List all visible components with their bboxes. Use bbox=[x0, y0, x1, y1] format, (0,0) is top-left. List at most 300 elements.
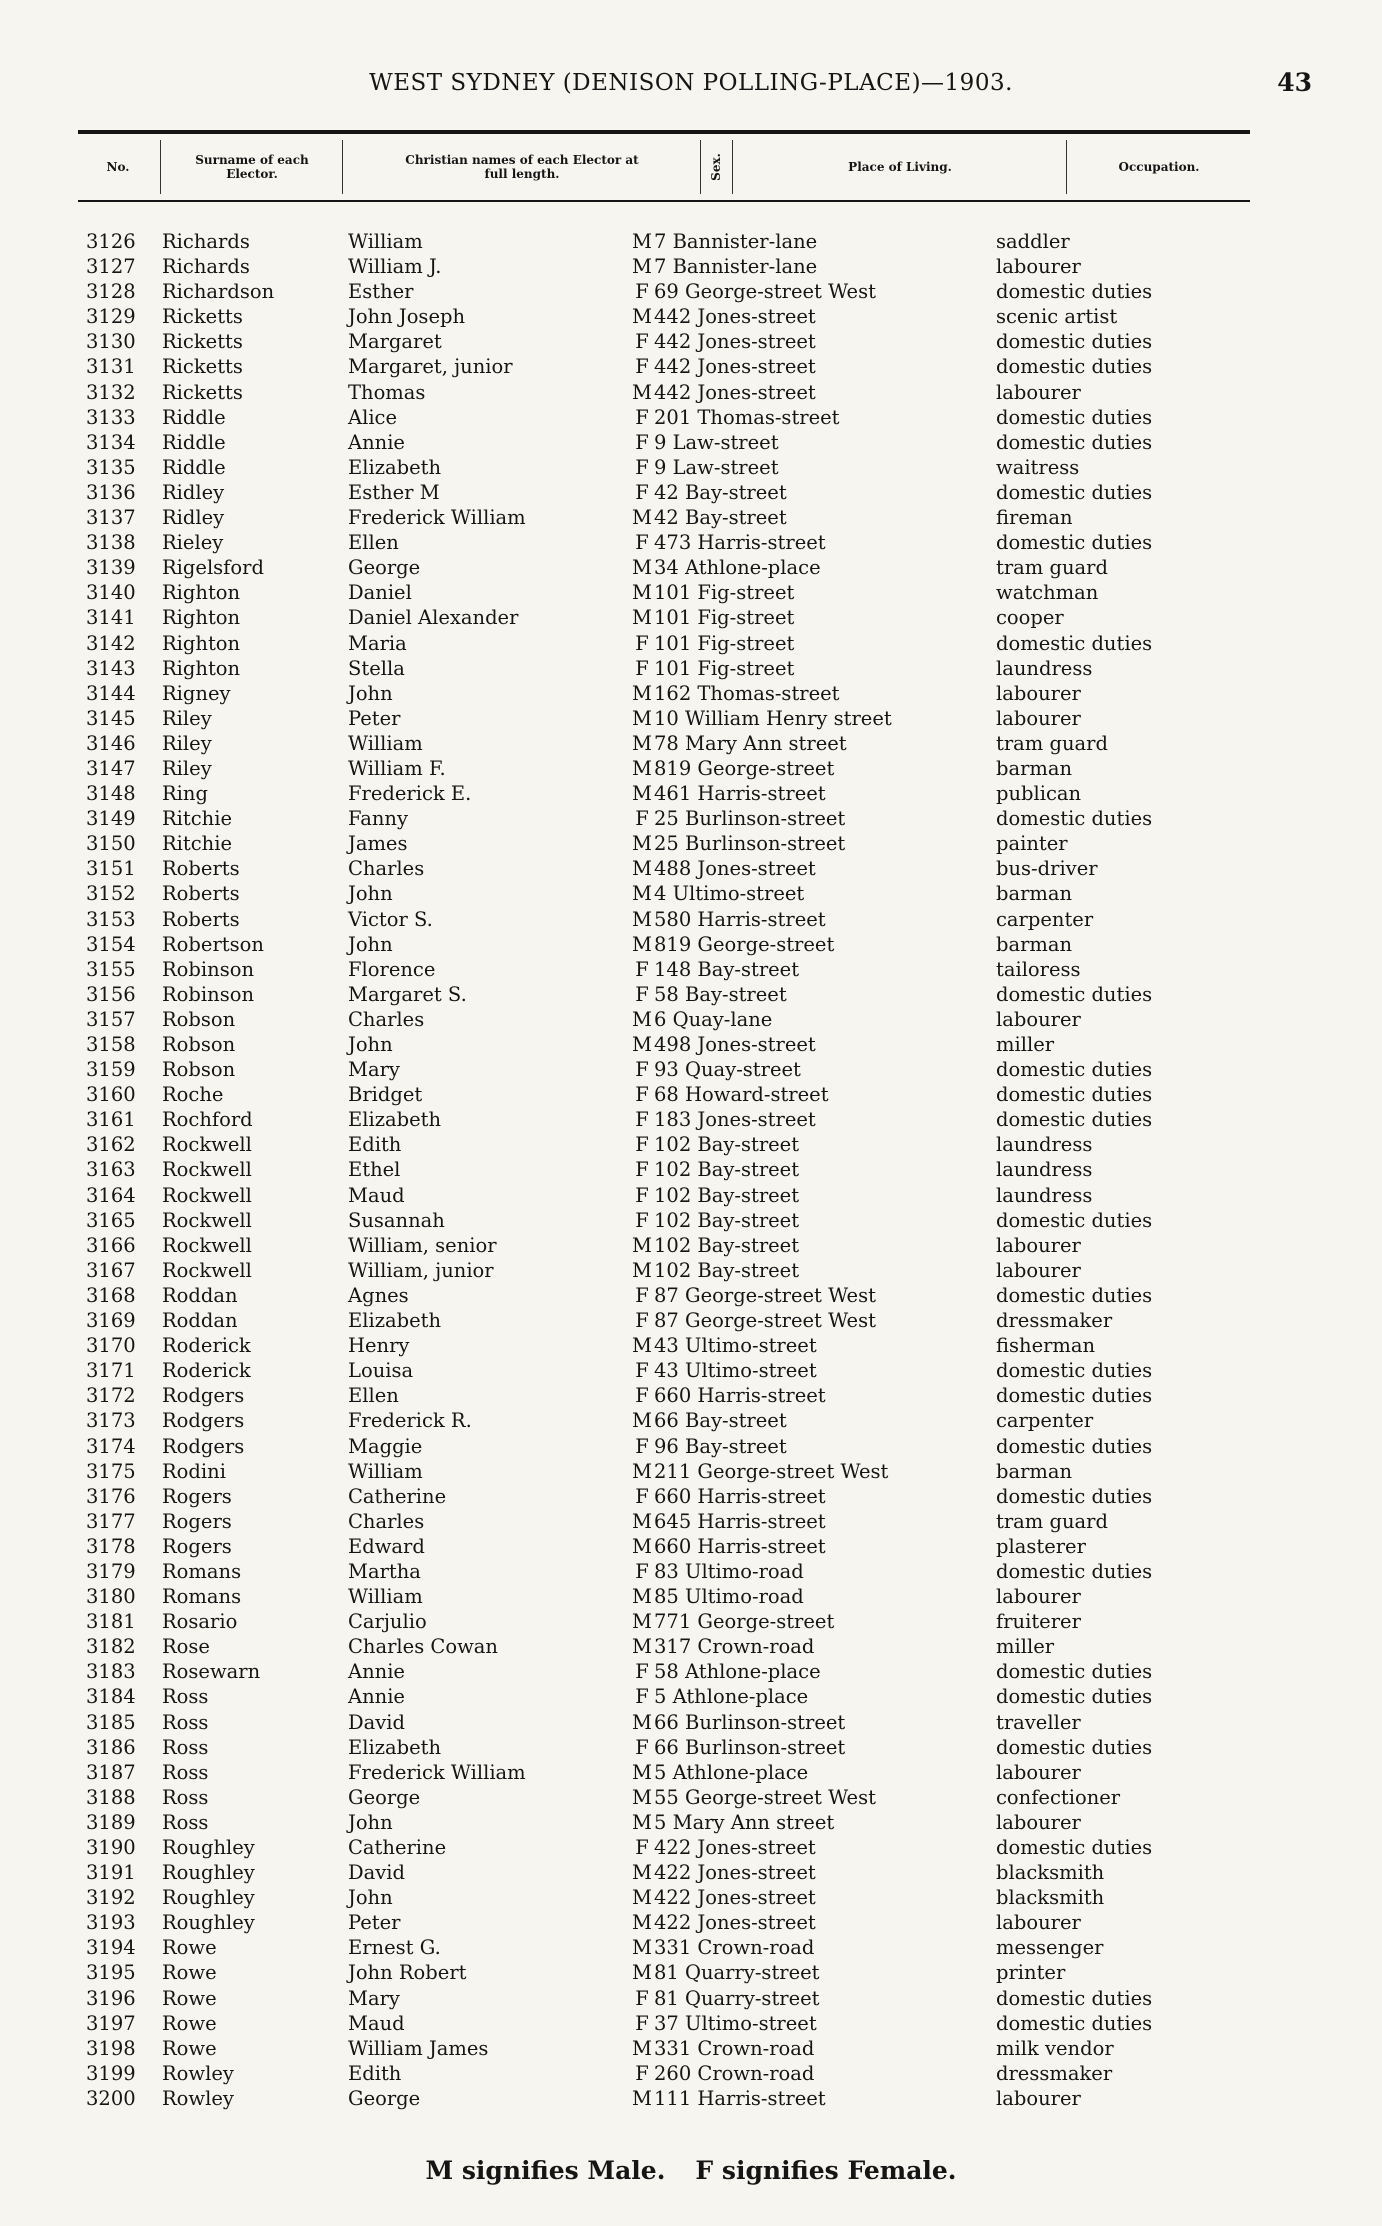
elector-place-of-living: 37 Ultimo-street bbox=[654, 2011, 817, 2035]
table-row bbox=[0, 1434, 1382, 1459]
elector-surname: Roughley bbox=[162, 1886, 255, 1910]
elector-number: 3155 bbox=[86, 957, 136, 981]
elector-sex: M bbox=[632, 1861, 652, 1885]
elector-place-of-living: 42 Bay-street bbox=[654, 480, 787, 504]
elector-place-of-living: 69 George-street West bbox=[654, 280, 876, 304]
elector-christian-names: Bridget bbox=[348, 1083, 423, 1107]
elector-christian-names: Fanny bbox=[348, 807, 408, 831]
elector-place-of-living: 43 Ultimo-street bbox=[654, 1334, 817, 1358]
elector-occupation: printer bbox=[996, 1961, 1066, 1985]
elector-place-of-living: 9 Law-street bbox=[654, 455, 779, 479]
elector-surname: Richards bbox=[162, 230, 250, 253]
elector-christian-names: Elizabeth bbox=[348, 1735, 442, 1759]
elector-sex: F bbox=[635, 1384, 649, 1408]
elector-sex: M bbox=[632, 2036, 652, 2060]
elector-surname: Rockwell bbox=[162, 1258, 252, 1282]
elector-surname: Rodini bbox=[162, 1459, 226, 1483]
elector-surname: Righton bbox=[162, 656, 241, 680]
elector-surname: Rosario bbox=[162, 1610, 238, 1634]
elector-surname: Roughley bbox=[162, 1836, 255, 1859]
elector-place-of-living: 5 Athlone-place bbox=[654, 1685, 809, 1709]
elector-surname: Ross bbox=[162, 1710, 209, 1734]
elector-place-of-living: 422 Jones-street bbox=[654, 1911, 816, 1935]
table-row bbox=[0, 329, 1382, 354]
elector-surname: Riddle bbox=[162, 455, 226, 479]
elector-sex: F bbox=[635, 1559, 649, 1583]
elector-number: 3174 bbox=[86, 1434, 136, 1458]
elector-surname: Rosewarn bbox=[162, 1660, 261, 1684]
elector-surname: Rockwell bbox=[162, 1158, 252, 1182]
elector-place-of-living: 55 George-street West bbox=[654, 1785, 876, 1809]
elector-occupation: domestic duties bbox=[996, 430, 1153, 454]
elector-christian-names: Carjulio bbox=[348, 1610, 427, 1634]
elector-number: 3178 bbox=[86, 1534, 136, 1558]
elector-place-of-living: 102 Bay-street bbox=[654, 1233, 800, 1257]
elector-number: 3164 bbox=[86, 1183, 136, 1207]
elector-sex: M bbox=[632, 1760, 652, 1784]
elector-surname: Rowe bbox=[162, 2011, 217, 2035]
elector-place-of-living: 66 Burlinson-street bbox=[654, 1710, 846, 1734]
elector-christian-names: Charles bbox=[348, 857, 425, 881]
elector-surname: Righton bbox=[162, 606, 241, 630]
elector-occupation: blacksmith bbox=[996, 1861, 1105, 1885]
elector-sex: M bbox=[632, 756, 652, 780]
elector-number: 3157 bbox=[86, 1007, 136, 1031]
elector-place-of-living: 645 Harris-street bbox=[654, 1509, 826, 1533]
elector-sex: F bbox=[635, 1133, 649, 1157]
elector-sex: M bbox=[632, 1258, 652, 1282]
table-row bbox=[0, 354, 1382, 379]
elector-sex: F bbox=[635, 1058, 649, 1082]
elector-place-of-living: 66 Bay-street bbox=[654, 1409, 787, 1433]
elector-number: 3196 bbox=[86, 1986, 136, 2010]
elector-sex: M bbox=[632, 782, 652, 806]
elector-christian-names: John Robert bbox=[348, 1961, 467, 1985]
elector-surname: Rowe bbox=[162, 2036, 217, 2060]
elector-sex: M bbox=[632, 1710, 652, 1734]
table-row bbox=[0, 731, 1382, 756]
elector-surname: Riddle bbox=[162, 430, 226, 454]
elector-surname: Ross bbox=[162, 1810, 209, 1834]
elector-occupation: labourer bbox=[996, 1810, 1081, 1834]
table-row bbox=[0, 1860, 1382, 1885]
elector-surname: Ridley bbox=[162, 506, 225, 530]
table-row bbox=[0, 1960, 1382, 1985]
elector-christian-names: Mary bbox=[348, 1058, 400, 1082]
elector-surname: Roddan bbox=[162, 1283, 238, 1307]
elector-place-of-living: 473 Harris-street bbox=[654, 531, 826, 555]
elector-number: 3163 bbox=[86, 1158, 136, 1182]
elector-christian-names: Edith bbox=[348, 2061, 402, 2085]
elector-surname: Romans bbox=[162, 1585, 242, 1609]
table-row bbox=[0, 1459, 1382, 1484]
elector-sex: F bbox=[635, 982, 649, 1006]
table-row bbox=[0, 229, 1382, 254]
elector-christian-names: Maud bbox=[348, 1183, 405, 1207]
elector-christian-names: James bbox=[348, 832, 408, 856]
elector-sex: F bbox=[635, 957, 649, 981]
elector-occupation: domestic duties bbox=[996, 355, 1153, 379]
table-row bbox=[0, 656, 1382, 681]
elector-christian-names: Annie bbox=[348, 1685, 405, 1709]
elector-place-of-living: 66 Burlinson-street bbox=[654, 1735, 846, 1759]
elector-surname: Righton bbox=[162, 631, 241, 655]
elector-number: 3151 bbox=[86, 857, 136, 881]
elector-christian-names: William bbox=[348, 1459, 423, 1483]
elector-place-of-living: 102 Bay-street bbox=[654, 1158, 800, 1182]
elector-sex: M bbox=[632, 556, 652, 580]
table-row bbox=[0, 530, 1382, 555]
elector-place-of-living: 442 Jones-street bbox=[654, 380, 816, 404]
elector-sex: F bbox=[635, 1158, 649, 1182]
elector-surname: Rowe bbox=[162, 1961, 217, 1985]
table-row bbox=[0, 1333, 1382, 1358]
elector-number: 3187 bbox=[86, 1760, 136, 1784]
elector-place-of-living: 4 Ultimo-street bbox=[654, 882, 805, 906]
elector-place-of-living: 422 Jones-street bbox=[654, 1861, 816, 1885]
column-divider bbox=[342, 140, 343, 194]
column-header-occupation: Occupation. bbox=[1118, 160, 1200, 174]
elector-sex: M bbox=[632, 1409, 652, 1433]
elector-place-of-living: 201 Thomas-street bbox=[654, 405, 840, 429]
table-row bbox=[0, 555, 1382, 580]
table-row bbox=[0, 982, 1382, 1007]
elector-sex: F bbox=[635, 455, 649, 479]
elector-number: 3189 bbox=[86, 1810, 136, 1834]
table-row bbox=[0, 1208, 1382, 1233]
elector-occupation: dressmaker bbox=[996, 2061, 1113, 2085]
elector-number: 3171 bbox=[86, 1359, 136, 1383]
elector-place-of-living: 101 Fig-street bbox=[654, 581, 795, 605]
elector-occupation: waitress bbox=[996, 455, 1080, 479]
elector-occupation: domestic duties bbox=[996, 1058, 1153, 1082]
elector-surname: Ring bbox=[162, 782, 208, 806]
column-divider bbox=[700, 140, 701, 194]
elector-surname: Rochford bbox=[162, 1108, 253, 1132]
elector-surname: Robertson bbox=[162, 932, 264, 956]
elector-number: 3131 bbox=[86, 355, 136, 379]
table-row bbox=[0, 1057, 1382, 1082]
elector-occupation: barman bbox=[996, 756, 1073, 780]
elector-place-of-living: 442 Jones-street bbox=[654, 355, 816, 379]
elector-surname: Ritchie bbox=[162, 807, 233, 831]
table-row bbox=[0, 1132, 1382, 1157]
elector-number: 3191 bbox=[86, 1861, 136, 1885]
elector-number: 3153 bbox=[86, 907, 136, 931]
table-row bbox=[0, 1835, 1382, 1860]
column-divider bbox=[160, 140, 161, 194]
page-number: 43 bbox=[1277, 68, 1312, 97]
elector-surname: Roughley bbox=[162, 1911, 255, 1935]
table-row bbox=[0, 932, 1382, 957]
elector-sex: F bbox=[635, 1283, 649, 1307]
elector-place-of-living: 442 Jones-street bbox=[654, 305, 816, 329]
elector-christian-names: Martha bbox=[348, 1559, 421, 1583]
table-row bbox=[0, 605, 1382, 630]
table-row bbox=[0, 1735, 1382, 1760]
elector-occupation: domestic duties bbox=[996, 480, 1153, 504]
elector-christian-names: Daniel Alexander bbox=[348, 606, 519, 630]
elector-sex: M bbox=[632, 731, 652, 755]
elector-sex: F bbox=[635, 1083, 649, 1107]
elector-sex: M bbox=[632, 1810, 652, 1834]
elector-place-of-living: 317 Crown-road bbox=[654, 1635, 815, 1659]
elector-occupation: barman bbox=[996, 1459, 1073, 1483]
elector-place-of-living: 422 Jones-street bbox=[654, 1836, 816, 1859]
elector-sex: F bbox=[635, 1434, 649, 1458]
elector-occupation: tailoress bbox=[996, 957, 1081, 981]
elector-place-of-living: 81 Quarry-street bbox=[654, 1961, 820, 1985]
elector-occupation: labourer bbox=[996, 255, 1081, 279]
table-row bbox=[0, 1032, 1382, 1057]
elector-place-of-living: 488 Jones-street bbox=[654, 857, 816, 881]
table-row bbox=[0, 405, 1382, 430]
elector-place-of-living: 93 Quay-street bbox=[654, 1058, 801, 1082]
elector-place-of-living: 102 Bay-street bbox=[654, 1133, 800, 1157]
elector-place-of-living: 819 George-street bbox=[654, 932, 835, 956]
elector-sex: M bbox=[632, 1911, 652, 1935]
elector-occupation: traveller bbox=[996, 1710, 1081, 1734]
elector-occupation: domestic duties bbox=[996, 1108, 1153, 1132]
elector-christian-names: William bbox=[348, 731, 423, 755]
elector-surname: Roche bbox=[162, 1083, 224, 1107]
table-row bbox=[0, 1885, 1382, 1910]
elector-place-of-living: 5 Athlone-place bbox=[654, 1760, 809, 1784]
elector-christian-names: David bbox=[348, 1710, 405, 1734]
elector-christian-names: Catherine bbox=[348, 1484, 447, 1508]
table-row bbox=[0, 380, 1382, 405]
elector-occupation: domestic duties bbox=[996, 1083, 1153, 1107]
elector-place-of-living: 83 Ultimo-road bbox=[654, 1559, 804, 1583]
elector-occupation: laundress bbox=[996, 1158, 1093, 1182]
elector-number: 3159 bbox=[86, 1058, 136, 1082]
elector-place-of-living: 498 Jones-street bbox=[654, 1033, 816, 1056]
table-row bbox=[0, 1760, 1382, 1785]
page-title: WEST SYDNEY (DENISON POLLING-PLACE)—1903. bbox=[369, 70, 1013, 96]
elector-number: 3166 bbox=[86, 1233, 136, 1257]
table-row bbox=[0, 856, 1382, 881]
elector-occupation: painter bbox=[996, 832, 1068, 856]
elector-number: 3144 bbox=[86, 681, 136, 705]
elector-number: 3185 bbox=[86, 1710, 136, 1734]
elector-surname: Riddle bbox=[162, 405, 226, 429]
table-row bbox=[0, 1408, 1382, 1433]
elector-place-of-living: 660 Harris-street bbox=[654, 1484, 826, 1508]
elector-occupation: tram guard bbox=[996, 731, 1108, 755]
table-row bbox=[0, 2036, 1382, 2061]
elector-occupation: domestic duties bbox=[996, 1384, 1153, 1408]
elector-occupation: labourer bbox=[996, 1258, 1081, 1282]
elector-occupation: fruiterer bbox=[996, 1610, 1081, 1634]
elector-number: 3136 bbox=[86, 480, 136, 504]
elector-number: 3141 bbox=[86, 606, 136, 630]
elector-christian-names: Ellen bbox=[348, 1384, 399, 1408]
elector-sex: F bbox=[635, 1986, 649, 2010]
elector-place-of-living: 68 Howard-street bbox=[654, 1083, 829, 1107]
elector-sex: F bbox=[635, 2061, 649, 2085]
elector-number: 3198 bbox=[86, 2036, 136, 2060]
elector-number: 3145 bbox=[86, 706, 136, 730]
elector-place-of-living: 111 Harris-street bbox=[654, 2086, 826, 2110]
elector-sex: M bbox=[632, 1459, 652, 1483]
elector-place-of-living: 5 Mary Ann street bbox=[654, 1810, 835, 1834]
elector-sex: M bbox=[632, 857, 652, 881]
elector-occupation: plasterer bbox=[996, 1534, 1086, 1558]
elector-number: 3161 bbox=[86, 1108, 136, 1132]
elector-surname: Rogers bbox=[162, 1484, 232, 1508]
elector-occupation: tram guard bbox=[996, 1509, 1108, 1533]
elector-sex: F bbox=[635, 2011, 649, 2035]
elector-surname: Rowley bbox=[162, 2061, 234, 2085]
table-row bbox=[0, 781, 1382, 806]
table-row bbox=[0, 2011, 1382, 2036]
elector-number: 3172 bbox=[86, 1384, 136, 1408]
elector-christian-names: Stella bbox=[348, 656, 405, 680]
elector-number: 3143 bbox=[86, 656, 136, 680]
elector-number: 3173 bbox=[86, 1409, 136, 1433]
elector-surname: Robinson bbox=[162, 957, 255, 981]
elector-occupation: domestic duties bbox=[996, 807, 1153, 831]
elector-sex: F bbox=[635, 405, 649, 429]
elector-occupation: domestic duties bbox=[996, 531, 1153, 555]
elector-occupation: labourer bbox=[996, 380, 1081, 404]
elector-occupation: messenger bbox=[996, 1936, 1104, 1960]
elector-christian-names: William bbox=[348, 1585, 423, 1609]
elector-number: 3180 bbox=[86, 1585, 136, 1609]
elector-number: 3149 bbox=[86, 807, 136, 831]
column-header-no: No. bbox=[106, 160, 130, 174]
elector-surname: Richardson bbox=[162, 280, 275, 304]
elector-number: 3142 bbox=[86, 631, 136, 655]
elector-christian-names: John bbox=[348, 932, 393, 956]
elector-christian-names: Daniel bbox=[348, 581, 412, 605]
elector-number: 3168 bbox=[86, 1283, 136, 1307]
elector-number: 3165 bbox=[86, 1208, 136, 1232]
elector-surname: Riley bbox=[162, 756, 212, 780]
elector-christian-names: George bbox=[348, 556, 421, 580]
elector-sex: F bbox=[635, 1735, 649, 1759]
elector-occupation: domestic duties bbox=[996, 1836, 1153, 1859]
elector-number: 3194 bbox=[86, 1936, 136, 1960]
elector-place-of-living: 81 Quarry-street bbox=[654, 1986, 820, 2010]
elector-occupation: saddler bbox=[996, 230, 1070, 253]
elector-sex: F bbox=[635, 631, 649, 655]
elector-christian-names: David bbox=[348, 1861, 405, 1885]
elector-occupation: domestic duties bbox=[996, 1685, 1153, 1709]
elector-number: 3188 bbox=[86, 1785, 136, 1809]
elector-occupation: laundress bbox=[996, 656, 1093, 680]
elector-sex: M bbox=[632, 1509, 652, 1533]
elector-occupation: domestic duties bbox=[996, 1559, 1153, 1583]
elector-occupation: domestic duties bbox=[996, 280, 1153, 304]
elector-number: 3181 bbox=[86, 1610, 136, 1634]
elector-surname: Roberts bbox=[162, 907, 240, 931]
elector-number: 3129 bbox=[86, 305, 136, 329]
elector-occupation: fisherman bbox=[996, 1334, 1096, 1358]
elector-christian-names: Peter bbox=[348, 706, 401, 730]
table-row bbox=[0, 1383, 1382, 1408]
elector-place-of-living: 10 William Henry street bbox=[654, 706, 892, 730]
elector-sex: M bbox=[632, 882, 652, 906]
elector-occupation: labourer bbox=[996, 1760, 1081, 1784]
header-rule-top bbox=[78, 130, 1250, 134]
elector-sex: M bbox=[632, 1585, 652, 1609]
elector-number: 3146 bbox=[86, 731, 136, 755]
elector-surname: Ricketts bbox=[162, 380, 243, 404]
elector-place-of-living: 25 Burlinson-street bbox=[654, 807, 846, 831]
elector-christian-names: Elizabeth bbox=[348, 455, 442, 479]
elector-surname: Romans bbox=[162, 1559, 242, 1583]
elector-christian-names: Esther M bbox=[348, 480, 440, 504]
elector-occupation: miller bbox=[996, 1635, 1055, 1659]
elector-christian-names: Margaret bbox=[348, 330, 442, 354]
elector-sex: F bbox=[635, 807, 649, 831]
elector-surname: Righton bbox=[162, 581, 241, 605]
elector-christian-names: Thomas bbox=[348, 380, 426, 404]
elector-number: 3135 bbox=[86, 455, 136, 479]
elector-occupation: fireman bbox=[996, 506, 1073, 530]
elector-place-of-living: 148 Bay-street bbox=[654, 957, 800, 981]
elector-surname: Ross bbox=[162, 1685, 209, 1709]
elector-number: 3127 bbox=[86, 255, 136, 279]
column-header-sex-label: Sex. bbox=[708, 153, 723, 181]
elector-sex: M bbox=[632, 907, 652, 931]
elector-sex: M bbox=[632, 380, 652, 404]
elector-occupation: domestic duties bbox=[996, 1359, 1153, 1383]
table-row bbox=[0, 304, 1382, 329]
column-divider bbox=[732, 140, 733, 194]
page-header bbox=[0, 66, 1382, 110]
elector-number: 3160 bbox=[86, 1083, 136, 1107]
elector-occupation: scenic artist bbox=[996, 305, 1118, 329]
column-header-surname: Surname of each Elector. bbox=[195, 153, 309, 181]
legend-male: M signifies Male. bbox=[425, 2156, 666, 2185]
elector-occupation: domestic duties bbox=[996, 2011, 1153, 2035]
elector-sex: M bbox=[632, 1610, 652, 1634]
table-row bbox=[0, 1308, 1382, 1333]
elector-christian-names: Charles Cowan bbox=[348, 1635, 498, 1659]
column-header-christian-names: Christian names of each Elector at full length. bbox=[405, 153, 639, 181]
table-row bbox=[0, 1183, 1382, 1208]
elector-occupation: domestic duties bbox=[996, 1434, 1153, 1458]
elector-surname: Rodgers bbox=[162, 1384, 245, 1408]
table-row bbox=[0, 1935, 1382, 1960]
elector-sex: M bbox=[632, 1007, 652, 1031]
elector-sex: M bbox=[632, 1233, 652, 1257]
table-row bbox=[0, 1258, 1382, 1283]
elector-occupation: labourer bbox=[996, 2086, 1081, 2110]
elector-place-of-living: 162 Thomas-street bbox=[654, 681, 840, 705]
table-row bbox=[0, 756, 1382, 781]
elector-place-of-living: 101 Fig-street bbox=[654, 656, 795, 680]
elector-surname: Rieley bbox=[162, 531, 224, 555]
elector-christian-names: William J. bbox=[348, 255, 442, 279]
table-row bbox=[0, 1509, 1382, 1534]
elector-occupation: blacksmith bbox=[996, 1886, 1105, 1910]
table-row bbox=[0, 1986, 1382, 2011]
elector-number: 3195 bbox=[86, 1961, 136, 1985]
elector-occupation: domestic duties bbox=[996, 330, 1153, 354]
elector-number: 3192 bbox=[86, 1886, 136, 1910]
elector-sex: F bbox=[635, 1183, 649, 1207]
elector-surname: Rowley bbox=[162, 2086, 234, 2110]
table-row bbox=[0, 455, 1382, 480]
elector-christian-names: Susannah bbox=[348, 1208, 445, 1232]
table-row bbox=[0, 1534, 1382, 1559]
elector-occupation: domestic duties bbox=[996, 1660, 1153, 1684]
elector-christian-names: John Joseph bbox=[348, 305, 466, 329]
elector-christian-names: Edward bbox=[348, 1534, 425, 1558]
